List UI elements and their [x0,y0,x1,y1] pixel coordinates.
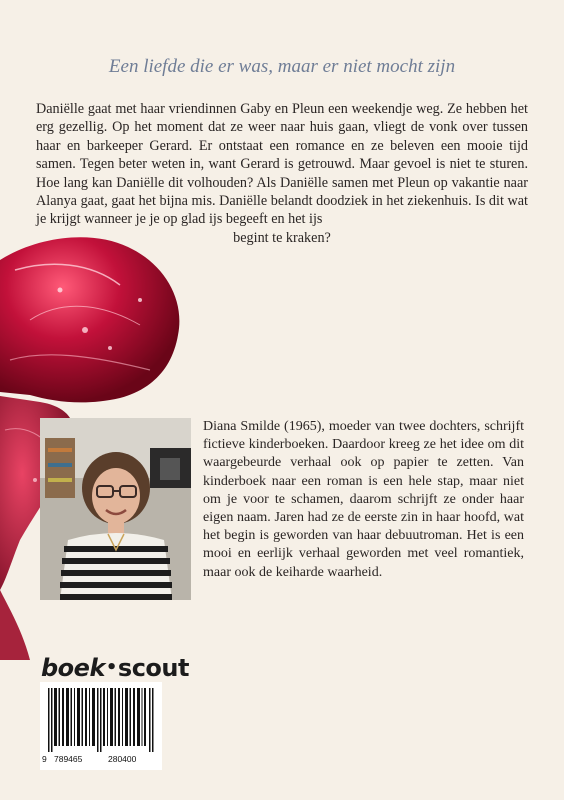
barcode-icon [48,688,154,752]
blurb-body: Daniëlle gaat met haar vriendinnen Gaby en Pleun een weekendje weg. Ze hebben het erg gezellig. Op het moment dat ze weer naar huis gaan, vliegt de vonk over tussen haar en barkeeper Gerard. Er ontstaat een romance en ze beleven een mooie tijd samen. Tegen beter weten in, want Gerard is getrouwd. Maar gevoel is niet te sturen. Hoe lang kan Daniëlle dit volhouden? Als Daniëlle samen met Pleun op vakantie naar Alanya gaat, gaat het bijna mis. Daniëlle belandt doodziek in het ziekenhuis. Is dit wat je krijgt wanneer je je op glad ijs begeeft en het ijs [36,101,528,228]
isbn-first-digit: 9 [42,754,47,764]
publisher-logo [41,654,189,682]
barcode [40,682,162,770]
book-blurb [36,100,528,247]
isbn-group-2: 280400 [108,754,137,764]
author-bio: Diana Smilde (1965), moeder van twee dochters, schrijft fictieve kinderboeken. Daardoor kreeg ze het idee om dit waargebeurde verhaal ook op papier te zetten. Van kinderboek naar een roman is een hele stap, maar niet om je voor te schamen, daarom schrijft ze onder haar eigen naam. Jaren had ze de eerste zin in haar hoofd, wat het begin is geworden van haar debuutroman. Het is een mooi en eerlijk verhaal geworden met veel romantiek, maar ook de keiharde waarheid. [203,419,524,580]
author-photo [40,418,191,600]
logo-part-boek: boek [41,654,105,682]
tagline: Een liefde die er was, maar er niet mocht zijn [108,56,456,77]
blurb-last-line: begint te kraken? [233,229,331,246]
isbn-group-1: 789465 [54,754,83,764]
logo-separator: • [105,657,117,678]
logo-part-scout: scout [117,654,189,682]
